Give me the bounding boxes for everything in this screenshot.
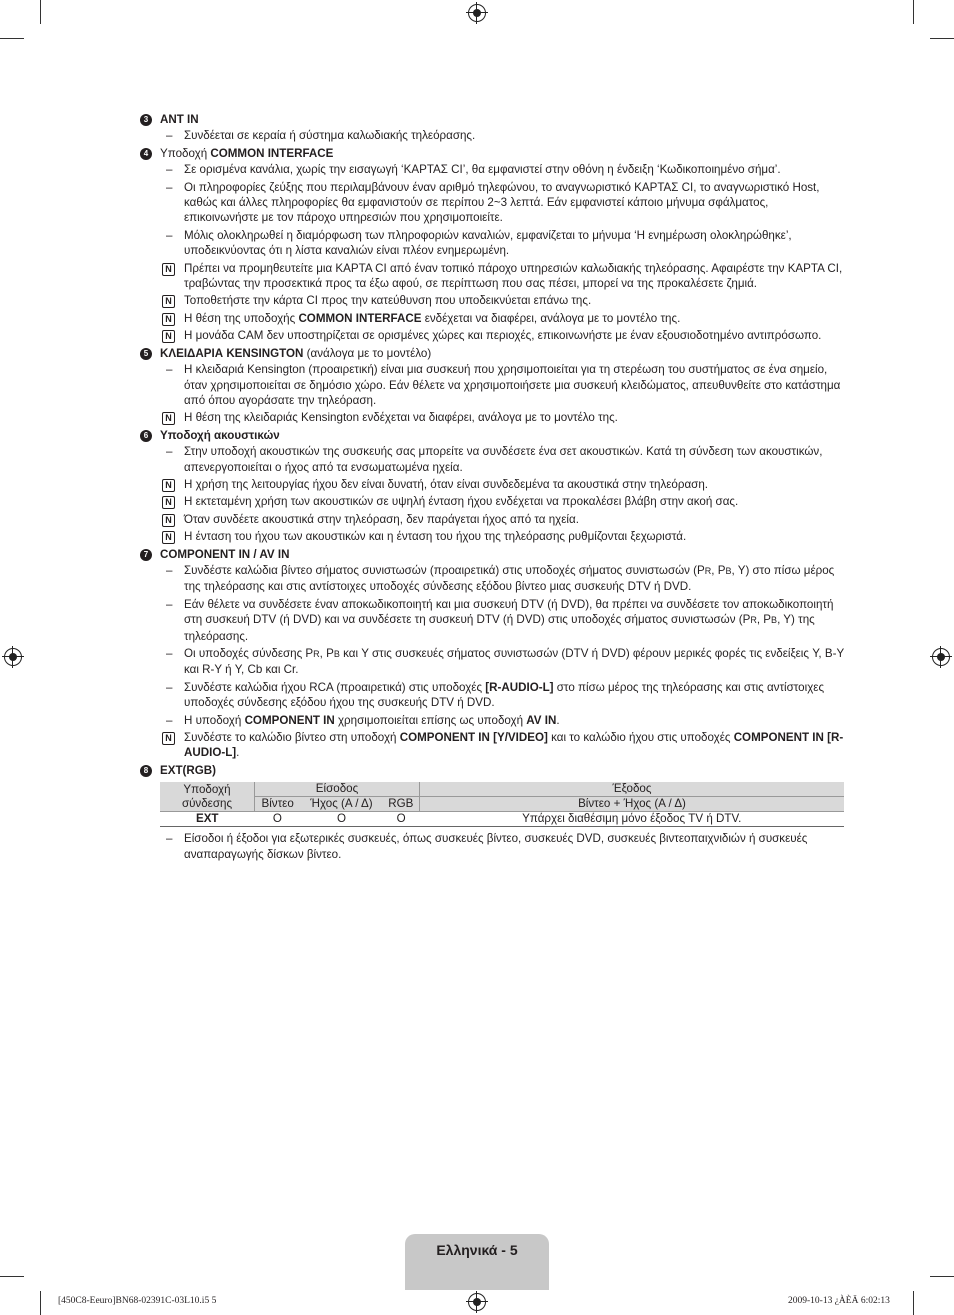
note-icon: N bbox=[162, 732, 175, 745]
text-run: Εάν θέλετε να συνδέσετε έναν αποκωδικοποιητή και μια συσκευή DTV (ή DVD), θα πρέπει να συνδέσετε τον αποκωδικοποιητή στη συσκευή DTV (ή DVD) και να συνδέσετε τη συσκευή DTV (ή DVD) στις υποδοχές σήματος συνιστωσών (P bbox=[184, 597, 834, 627]
dash-bullet-icon: – bbox=[166, 680, 173, 694]
dash-bullet-icon: – bbox=[166, 713, 173, 727]
dash-bullet-icon: – bbox=[166, 647, 173, 660]
text-run: Σε ορισμένα κανάλια, χωρίς την εισαγωγή ‘ΚΑΡΤΑΣ CI’, θα εμφανιστεί στην οθόνη η ένδειξη ‘Κωδικοποιημένο σήμα’. bbox=[184, 163, 781, 177]
section-title: Υποδοχή ακουστικών bbox=[160, 428, 280, 442]
crop-mark bbox=[0, 38, 24, 39]
text-run: Πρέπει να προμηθευτείτε μια ΚΑΡΤΑ CI από έναν τοπικό πάροχο υπηρεσιών καλωδιακής τηλεόρασης. Αφαιρέστε την ΚΑΡΤΑ CI, τραβώντας την προσεκτικά προς τα έξω αφού, σε περίπτωση που σας πέσει, μπορεί να της προκαλέσετε ζημιά. bbox=[184, 261, 843, 291]
bold-text: COMPONENT IN bbox=[244, 713, 335, 727]
note-item bbox=[140, 293, 844, 308]
header-video: Βίντεο bbox=[255, 797, 301, 812]
note-item bbox=[140, 328, 844, 343]
subscript-text: R bbox=[313, 649, 320, 659]
text-run: Η θέση της κλειδαριάς Kensington ενδέχεται να διαφέρει, ανάλογα με το μοντέλο της. bbox=[184, 411, 618, 425]
note-icon: N bbox=[162, 263, 175, 276]
header-output: Έξοδος bbox=[420, 782, 845, 797]
section-title: ANT IN bbox=[160, 113, 199, 126]
dash-bullet-icon: – bbox=[166, 129, 173, 143]
note-item bbox=[140, 261, 844, 292]
bold-text: COMPONENT IN [Y/VIDEO] bbox=[399, 731, 548, 745]
registration-mark-icon bbox=[468, 4, 486, 22]
text-run: Η εκτεταμένη χρήση των ακουστικών σε υψηλή ένταση ήχου ενδέχεται να προκαλέσει βλάβη στην ακοή σας. bbox=[184, 495, 739, 509]
crop-mark bbox=[0, 1276, 24, 1277]
list-item bbox=[140, 162, 844, 177]
section-heading bbox=[140, 547, 844, 562]
text-run: και το καλώδιο ήχου στις υποδοχές bbox=[547, 731, 734, 745]
section-title: COMMON INTERFACE bbox=[210, 146, 334, 160]
crop-mark bbox=[913, 1291, 914, 1315]
text-run: Μόλις ολοκληρωθεί η διαμόρφωση των πληροφοριών καναλιών, εμφανίζεται το μήνυμα ‘Η ενημέρωση ολοκληρώθηκε’, υποδεικνύοντας ότι η λίστα καναλιών είναι πλέον ενημερωμένη. bbox=[184, 228, 792, 258]
list-item bbox=[140, 713, 844, 728]
note-item bbox=[140, 512, 844, 527]
row-label: EXT bbox=[160, 812, 255, 827]
text-run: , P bbox=[319, 647, 334, 660]
text-run: Συνδέεται σε κεραία ή σύστημα καλωδιακής τηλεόρασης. bbox=[184, 129, 476, 143]
registration-mark-icon bbox=[4, 648, 22, 666]
text-run: , Y) στο πίσω μέρος της τηλεόρασης και στις αντίστοιχες υποδοχές σύνδεσης εξόδου βίντεο μιας συσκευής DTV ή DVD. bbox=[184, 563, 835, 594]
note-item bbox=[140, 730, 844, 761]
note-icon: N bbox=[162, 313, 175, 326]
note-item bbox=[140, 477, 844, 492]
header-rgb: RGB bbox=[383, 797, 420, 812]
note-icon: N bbox=[162, 531, 175, 544]
subscript-text: B bbox=[771, 615, 778, 626]
text-run: χρησιμοποιείται επίσης ως υποδοχή bbox=[334, 713, 527, 727]
text-run: Συνδέστε καλώδια ήχου RCA (προαιρετικά) στις υποδοχές bbox=[184, 680, 486, 694]
text-run: Στην υποδοχή ακουστικών της συσκευής σας μπορείτε να συνδέσετε ένα σετ ακουστικών. Κατά τη σύνδεση των ακουστικών, απενεργοποιείται ο ήχος από τα ενσωματωμένα ηχεία. bbox=[184, 445, 823, 474]
text-run: Συνδέστε καλώδια βίντεο σήματος συνιστωσών (προαιρετικά) στις υποδοχές σήματος συνιστωσών (P bbox=[184, 563, 705, 577]
subscript-text: R bbox=[704, 565, 712, 576]
registration-mark-icon bbox=[468, 1293, 486, 1311]
section-number-icon: 8 bbox=[140, 765, 152, 777]
text-run: Είσοδοι ή έξοδοι για εξωτερικές συσκευές, όπως συσκευές βίντεο, συσκευές DVD, συσκευές βιντεοπαιχνιδιών ή συσκευές αναπαραγωγής δίσκων βίντεο. bbox=[184, 832, 808, 861]
section-heading bbox=[140, 346, 844, 361]
dash-bullet-icon: – bbox=[166, 363, 173, 377]
dash-bullet-icon: – bbox=[166, 180, 173, 194]
header-input: Είσοδος bbox=[255, 782, 420, 797]
text-run: στο πίσω μέρος της τηλεόρασης και στις αντίστοιχες υποδοχές σύνδεσης εξόδου ήχου της συσκευής DTV ή DVD. bbox=[184, 680, 825, 710]
dash-bullet-icon: – bbox=[166, 228, 173, 242]
text-run: . bbox=[556, 713, 560, 727]
print-info-left: [450C8-Eeuro]BN68-02391C-03L10.i5 5 bbox=[58, 1296, 217, 1306]
text-run: και Y στις συσκευές σήματος συνιστωσών (DTV ή DVD) φέρουν μερικές φορές τις ενδείξεις Y, B-Y και R-Y ή Y, Cb και Cr. bbox=[184, 647, 844, 677]
note-icon: N bbox=[162, 514, 175, 527]
text-run: Όταν συνδέετε ακουστικά στην τηλεόραση, δεν παράγεται ήχος από τα ηχεία. bbox=[184, 512, 579, 526]
bold-text: COMPONENT IN [R-AUDIO-L] bbox=[184, 731, 844, 760]
text-run: , Y) της τηλεόρασης. bbox=[184, 613, 815, 643]
crop-mark bbox=[930, 38, 954, 39]
list-item bbox=[140, 180, 844, 226]
list-item bbox=[140, 831, 844, 862]
bold-text: [R-AUDIO-L] bbox=[485, 680, 554, 694]
note-item bbox=[140, 529, 844, 544]
text-run: ενδέχεται να διαφέρει, ανάλογα με το μοντέλο της. bbox=[421, 311, 681, 325]
section-prefix: Υποδοχή bbox=[160, 146, 211, 160]
text-run: , P bbox=[711, 563, 726, 577]
bold-text: COMMON INTERFACE bbox=[298, 311, 422, 325]
header-connection: Υποδοχή σύνδεσης bbox=[160, 782, 255, 812]
page-number-tab: Ελληνικά - 5 bbox=[405, 1234, 549, 1290]
list-item bbox=[140, 646, 844, 678]
text-run: Οι υποδοχές σύνδεσης P bbox=[184, 647, 314, 660]
header-av-output: Βίντεο + Ήχος (Α / Δ) bbox=[420, 797, 845, 812]
header-audio: Ήχος (Α / Δ) bbox=[300, 797, 382, 812]
section-number-icon: 5 bbox=[140, 348, 152, 360]
list-item bbox=[140, 680, 844, 711]
crop-mark bbox=[40, 1291, 41, 1315]
section-number-icon: 6 bbox=[140, 430, 152, 442]
list-item bbox=[140, 597, 844, 644]
note-icon: N bbox=[162, 496, 175, 509]
section-title: ΚΛΕΙΔΑΡΙΑ KENSINGTON bbox=[160, 346, 304, 360]
section-number-icon: 7 bbox=[140, 549, 152, 561]
dash-bullet-icon: – bbox=[166, 832, 173, 846]
text-run: Συνδέστε το καλώδιο βίντεο στη υποδοχή bbox=[184, 731, 400, 745]
ext-table bbox=[160, 782, 844, 827]
cell-rgb: O bbox=[383, 812, 420, 827]
list-item bbox=[140, 228, 844, 259]
list-item bbox=[140, 362, 844, 408]
crop-mark bbox=[930, 1276, 954, 1277]
list-item bbox=[140, 563, 844, 595]
list-item bbox=[140, 444, 844, 475]
text-run: Η μονάδα CAM δεν υποστηρίζεται σε ορισμένες χώρες και περιοχές, επικοινωνήστε με έναν εξουσιοδοτημένο αντιπρόσωπο. bbox=[184, 329, 822, 343]
list-item bbox=[140, 128, 844, 143]
section-number-icon: 3 bbox=[140, 114, 152, 126]
sections-list bbox=[140, 112, 844, 778]
note-item bbox=[140, 410, 844, 425]
subscript-text: B bbox=[725, 565, 732, 576]
note-item bbox=[140, 311, 844, 326]
section-heading bbox=[140, 428, 844, 443]
cell-audio: O bbox=[300, 812, 382, 827]
crop-mark bbox=[913, 0, 914, 24]
subscript-text: R bbox=[750, 615, 757, 626]
cell-video: O bbox=[255, 812, 301, 827]
section-number-icon: 4 bbox=[140, 148, 152, 160]
note-icon: N bbox=[162, 330, 175, 343]
text-run: , P bbox=[756, 613, 772, 627]
dash-bullet-icon: – bbox=[166, 445, 173, 459]
dash-bullet-icon: – bbox=[166, 163, 173, 177]
text-run: Η κλειδαριά Kensington (προαιρετική) είναι μια συσκευή που χρησιμοποιείται για τη στερέωση του συστήματος σε ένα σημείο, όταν χρησιμοποιείται σε δημόσιο χώρο. Εάν θέλετε να χρησιμοποιήσετε μια συσκευή κλειδώματος, απευθυνθείτε στο κατάστημα από όπου αγοράσατε την τηλεόραση. bbox=[184, 363, 841, 407]
section-title: COMPONENT IN / AV IN bbox=[160, 547, 290, 561]
text-run: Τοποθετήστε την κάρτα CI προς την κατεύθυνση που υποδεικνύεται επάνω της. bbox=[184, 294, 592, 308]
note-icon: N bbox=[162, 412, 175, 425]
note-item bbox=[140, 494, 844, 509]
text-run: Οι πληροφορίες ζεύξης που περιλαμβάνουν έναν αριθμό τηλεφώνου, το αναγνωριστικό ΚΑΡΤΑΣ CI, το αναγνωριστικό Host, καθώς και άλλες πληροφορίες θα εμφανιστούν σε περίπου 2~3 λεπτά. Εάν εμφανιστεί κάποιο μήνυμα σφάλματος, επικοινωνήστε με τον πάροχο υπηρεσιών που χρησιμοποιείτε. bbox=[184, 180, 820, 225]
content-area bbox=[140, 110, 844, 864]
dash-bullet-icon: – bbox=[166, 563, 173, 577]
section-heading bbox=[140, 763, 844, 778]
table-row bbox=[160, 812, 844, 827]
registration-mark-icon bbox=[932, 648, 950, 666]
note-icon: N bbox=[162, 479, 175, 492]
text-run: Η θέση της υποδοχής bbox=[184, 311, 299, 325]
section-heading bbox=[140, 146, 844, 161]
text-run: . bbox=[236, 746, 240, 760]
cell-output: Υπάρχει διαθέσιμη μόνο έξοδος TV ή DTV. bbox=[420, 812, 845, 827]
section-suffix: (ανάλογα με το μοντέλο) bbox=[303, 346, 432, 360]
text-run: Η χρήση της λειτουργίας ήχου δεν είναι δυνατή, όταν είναι συνδεδεμένα τα ακουστικά στην τηλεόραση. bbox=[184, 477, 708, 491]
section-heading bbox=[140, 112, 844, 127]
note-icon: N bbox=[162, 295, 175, 308]
print-info-right: 2009-10-13 ¿ÀÈÄ 6:02:13 bbox=[788, 1296, 890, 1306]
section-title: EXT(RGB) bbox=[160, 763, 217, 777]
bold-text: AV IN bbox=[526, 713, 557, 727]
crop-mark bbox=[40, 0, 41, 24]
text-run: Η ένταση του ήχου των ακουστικών και η ένταση του ήχου της τηλεόρασης ρυθμίζονται ξεχωριστά. bbox=[184, 530, 687, 544]
dash-bullet-icon: – bbox=[166, 597, 173, 611]
subscript-text: B bbox=[333, 649, 340, 659]
text-run: Η υποδοχή bbox=[184, 713, 245, 727]
